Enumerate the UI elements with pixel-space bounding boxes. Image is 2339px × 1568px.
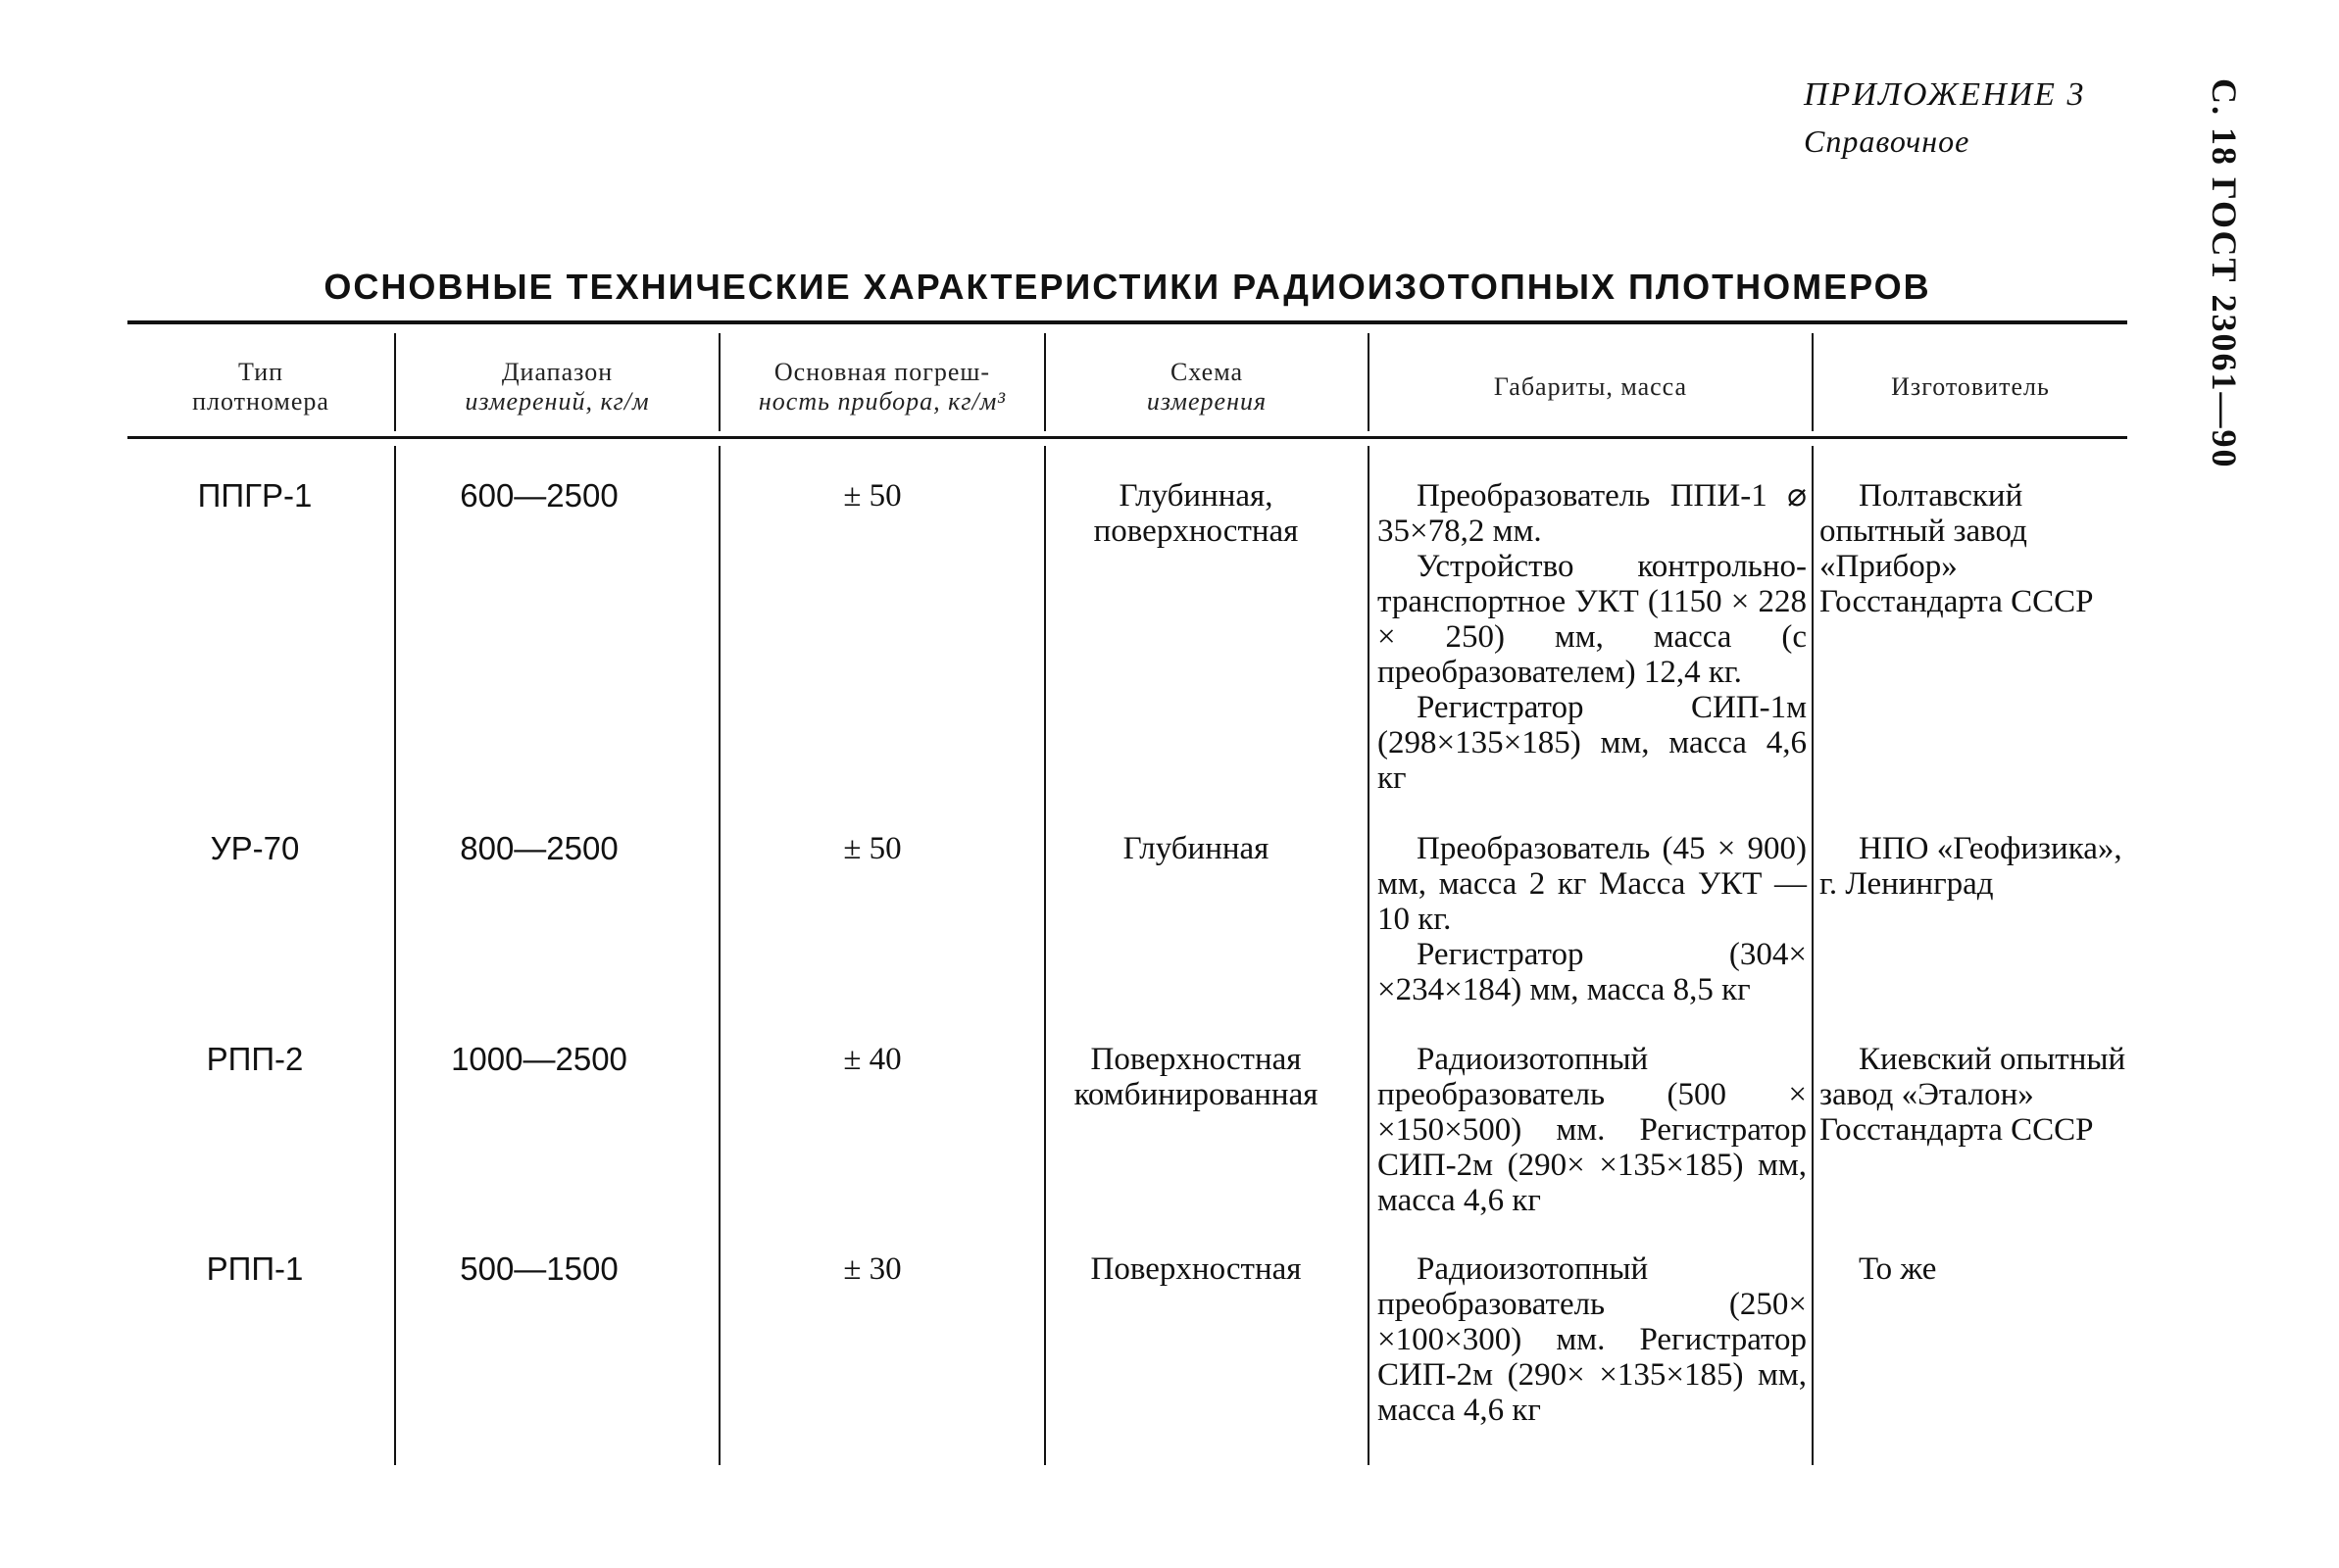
row3-maker <box>1819 1042 2133 1148</box>
row1-dims-para: Устройство контрольно-транспортное УКТ (1150 × 228 × 250) мм, масса (с преобразователем) 12,4 кг. <box>1377 549 1807 690</box>
page-header-vertical: С. 18 ГОСТ 23061—90 <box>2205 78 2244 469</box>
row1-type: ППГР-1 <box>197 477 313 514</box>
header-maker-label: Изготовитель <box>1891 372 2050 401</box>
row1-error: ± 50 <box>843 478 902 514</box>
row4-maker <box>1819 1251 2133 1287</box>
row2-type: УР-70 <box>210 830 300 866</box>
document-title: ОСНОВНЫЕ ТЕХНИЧЕСКИЕ ХАРАКТЕРИСТИКИ РАДИОИЗОТОПНЫХ ПЛОТНОМЕРОВ <box>323 267 1931 307</box>
row1-range: 600—2500 <box>460 477 619 514</box>
table-top-rule <box>127 320 2127 324</box>
row2-scheme: Глубинная <box>1122 831 1269 866</box>
row3-maker-text: Киевский опытный завод «Эталон» Госстандарта СССР <box>1819 1042 2126 1148</box>
header-scheme-line2: измерения <box>1146 387 1268 416</box>
row2-maker <box>1819 831 2133 902</box>
row2-dims <box>1377 831 1807 1007</box>
column-divider <box>719 446 721 1465</box>
header-dims <box>1369 348 1812 426</box>
row1-maker <box>1819 478 2133 619</box>
row3-type: РПП-2 <box>206 1041 304 1077</box>
column-divider <box>1044 446 1046 1465</box>
header-type-line2: плотномера <box>192 387 329 416</box>
row3-range: 1000—2500 <box>451 1041 627 1077</box>
row2-dims-para: Преобразователь (45 × 900) мм, масса 2 кг Масса УКТ — 10 кг. <box>1377 831 1807 937</box>
row1-maker-text: Полтавский опытный завод «Прибор» Госстандарта СССР <box>1819 478 2094 619</box>
row2-maker-text: НПО «Геофизика», г. Ленинград <box>1819 831 2122 902</box>
column-divider <box>1812 446 1814 1465</box>
header-dims-label: Габариты, масса <box>1493 372 1688 401</box>
header-error <box>721 348 1044 426</box>
row1-dims-para: Преобразователь ППИ-1 ⌀ 35×78,2 мм. <box>1377 478 1807 549</box>
column-divider <box>1368 446 1369 1465</box>
row3-scheme: Поверхностная комбинированная <box>1073 1042 1319 1112</box>
row4-error: ± 30 <box>843 1251 902 1287</box>
row4-range: 500—1500 <box>460 1250 619 1287</box>
row4-scheme: Поверхностная <box>1090 1251 1302 1287</box>
row4-type: РПП-1 <box>206 1250 304 1287</box>
appendix-subtitle: Справочное <box>1804 123 1970 159</box>
header-range-line2: измерений, кг/м <box>465 387 650 416</box>
header-type-line1: Тип <box>237 358 284 386</box>
row2-error: ± 50 <box>843 831 902 866</box>
header-maker <box>1814 348 2127 426</box>
table-header-rule <box>127 436 2127 439</box>
header-range-line1: Диапазон <box>501 358 614 386</box>
column-divider <box>394 446 396 1465</box>
row4-dims <box>1377 1251 1807 1428</box>
row2-range: 800—2500 <box>460 830 619 866</box>
row4-dims-para: Радиоизотопный преобразователь (250× ×100×300) мм. Регистратор СИП-2м (290× ×135×185) мм, масса 4,6 кг <box>1377 1251 1807 1428</box>
header-scheme-line1: Схема <box>1170 358 1244 386</box>
header-error-line2: ность прибора, кг/м³ <box>758 387 1007 416</box>
appendix-title: ПРИЛОЖЕНИЕ 3 <box>1804 76 2086 113</box>
row1-scheme: Глубинная, поверхностная <box>1093 478 1299 549</box>
header-scheme <box>1046 348 1368 426</box>
header-error-line1: Основная погреш- <box>773 358 991 386</box>
header-type <box>127 348 394 426</box>
row1-dims-para: Регистратор СИП-1м (298×135×185) мм, масса 4,6 кг <box>1377 690 1807 796</box>
row3-error: ± 40 <box>843 1042 902 1077</box>
row3-dims-para: Радиоизотопный преобразователь (500 × ×150×500) мм. Регистратор СИП-2м (290× ×135×185) мм, масса 4,6 кг <box>1377 1042 1807 1218</box>
header-range <box>396 348 719 426</box>
row4-maker-text: То же <box>1859 1251 1937 1287</box>
row1-dims <box>1377 478 1807 796</box>
row2-dims-para: Регистратор (304× ×234×184) мм, масса 8,5 кг <box>1377 937 1807 1007</box>
row3-dims <box>1377 1042 1807 1218</box>
